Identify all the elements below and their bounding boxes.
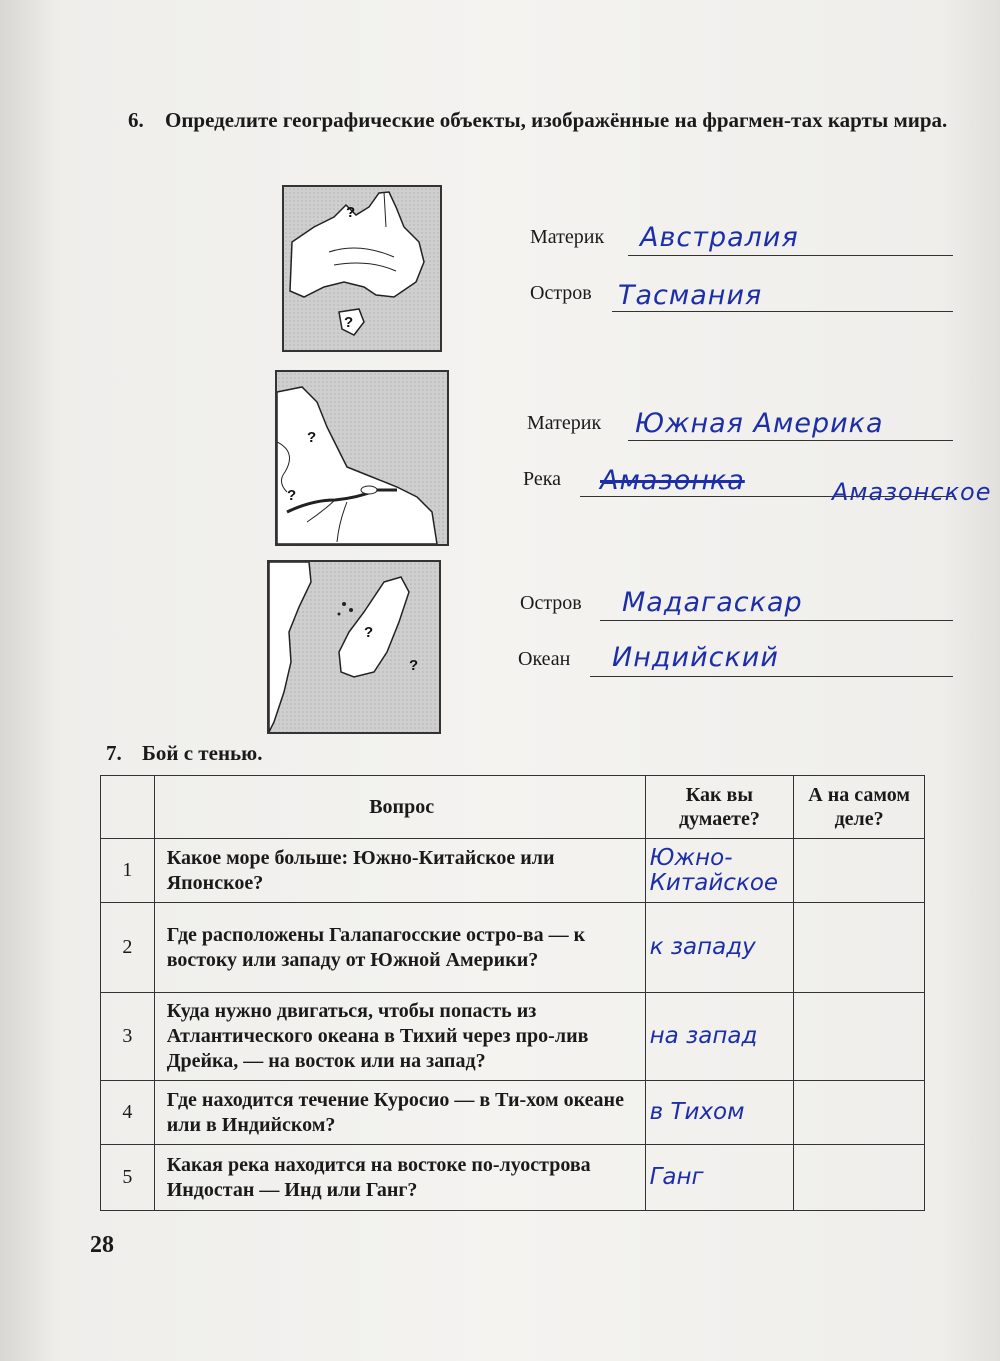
label-continent-1: Материк — [530, 226, 605, 248]
row-number: 5 — [101, 1145, 155, 1211]
table-row — [101, 903, 925, 993]
map-madagascar — [267, 560, 441, 734]
row-answer-cell — [645, 839, 794, 903]
table-row — [101, 1145, 925, 1211]
row-answer: в Тихом — [649, 1099, 745, 1125]
answer-line — [612, 311, 953, 312]
row-answer-cell — [645, 1145, 794, 1211]
answer-continent-1: Австралия — [640, 222, 799, 253]
answer-island-1: Тасмания — [618, 280, 763, 311]
map-marker: ? — [346, 204, 356, 221]
row-answer-cell — [645, 903, 794, 993]
header-question: Вопрос — [154, 776, 645, 839]
shadow-table — [100, 775, 925, 1211]
row-answer: Южно-Китайское — [649, 844, 779, 896]
answer-ocean: Индийский — [612, 642, 779, 673]
answer-continent-2: Южная Америка — [635, 408, 884, 439]
row-answer-cell — [645, 1081, 794, 1145]
header-real: А на самом деле? — [794, 776, 925, 839]
table-row — [101, 993, 925, 1081]
label-island-2: Остров — [520, 592, 582, 614]
row-question: Какая река находится на востоке по-луострова Индостан — Инд или Ганг? — [154, 1145, 645, 1211]
row-real-cell — [794, 1081, 925, 1145]
map-marker: ? — [344, 314, 354, 331]
answer-line — [628, 440, 953, 441]
label-ocean: Океан — [518, 648, 571, 670]
row-question: Где находится течение Куросио — в Ти-хом океане или в Индийском? — [154, 1081, 645, 1145]
label-island-1: Остров — [530, 282, 592, 304]
row-answer-cell — [645, 993, 794, 1081]
header-think: Как вы думаете? — [645, 776, 794, 839]
row-real-cell — [794, 1145, 925, 1211]
row-real-cell — [794, 903, 925, 993]
row-answer: Ганг — [649, 1164, 704, 1190]
map-marker: ? — [287, 487, 297, 504]
row-real-cell — [794, 839, 925, 903]
task7-number: 7. — [106, 741, 122, 765]
row-question: Где расположены Галапагосские остро-ва — к востоку или западу от Южной Америки? — [154, 903, 645, 993]
map-australia — [282, 185, 442, 352]
table-row — [101, 839, 925, 903]
label-continent-2: Материк — [527, 412, 602, 434]
table-header-row — [101, 776, 925, 839]
task7-title: Бой с тенью. — [142, 741, 263, 765]
row-question: Куда нужно двигаться, чтобы попасть из Атлантического океана в Тихий через про-лив Дрейка, — на восток или на запад? — [154, 993, 645, 1081]
header-num — [101, 776, 155, 839]
row-answer: к западу — [649, 934, 756, 960]
task6-title: Определите географические объекты, изображённые на фрагмен-тах карты мира. — [165, 108, 948, 132]
row-real-cell — [794, 993, 925, 1081]
page-number: 28 — [90, 1232, 114, 1258]
answer-island-2: Мадагаскар — [622, 587, 803, 618]
task6-number: 6. — [128, 108, 144, 132]
answer-river: Амазонское — [832, 478, 992, 506]
map-madagascar-drawing — [269, 562, 439, 732]
map-marker: ? — [364, 624, 374, 641]
row-number: 4 — [101, 1081, 155, 1145]
row-number: 1 — [101, 839, 155, 903]
map-marker: ? — [307, 429, 317, 446]
answer-line — [628, 255, 953, 256]
row-number: 2 — [101, 903, 155, 993]
row-question: Какое море больше: Южно-Китайское или Японское? — [154, 839, 645, 903]
map-marker: ? — [409, 657, 419, 674]
map-australia-drawing — [284, 187, 440, 350]
answer-line — [600, 620, 953, 621]
row-answer: на запад — [649, 1023, 758, 1049]
answer-line — [590, 676, 953, 677]
table-row — [101, 1081, 925, 1145]
map-south-america-drawing — [277, 372, 447, 544]
answer-river-crossed: Амазонка — [600, 465, 745, 496]
row-number: 3 — [101, 993, 155, 1081]
label-river: Река — [523, 468, 562, 490]
map-south-america — [275, 370, 449, 546]
